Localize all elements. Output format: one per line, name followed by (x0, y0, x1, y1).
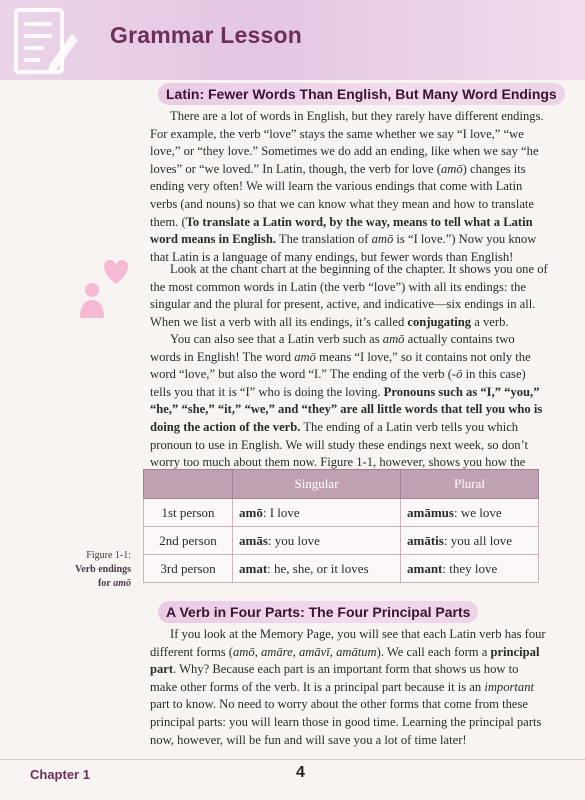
person-cell: 1st person (144, 499, 233, 527)
plural-cell: amāmus: we love (401, 499, 539, 527)
footer-chapter: Chapter 1 (30, 767, 90, 782)
verb-endings-table (143, 469, 539, 583)
person-cell: 3rd person (144, 555, 233, 583)
section-heading-endings: Latin: Fewer Words Than English, But Many Word Endings (158, 83, 565, 105)
table-header-cell: Plural (401, 470, 539, 499)
page-title: Grammar Lesson (110, 22, 302, 48)
person-cell: 2nd person (144, 527, 233, 555)
paragraph-endings: There are a lot of words in English, but they rarely have different endings. For example, the verb “love” stays the same whether we say “I love,” “we love,” or “they love.” Sometimes we do add an ending, like when we say “he loves” or “we loved.” In Latin, though, the verb for love (amō) changes its ending very often! We will learn the various endings that come with Latin verbs (and nouns) so that we can know what they mean and how to translate them. (To translate a Latin word, by the way, means to tell what a Latin word means in English. The translation of amō is “I love.”) Now you know that Latin is a language of many endings, but fewer words than English! (150, 109, 544, 264)
table-row (144, 527, 539, 555)
table-row (144, 555, 539, 583)
singular-cell: amās: you love (233, 527, 401, 555)
paragraph-chant-chart: Look at the chant chart at the beginning of the chapter. It shows you one of the most common words in Latin (the verb “love”) with all its endings: the singular and the plural for present, active, and indicative—six endings in all. When we list a verb with all its endings, it’s called conjugating a verb. (150, 262, 548, 329)
heart-person-icon (78, 256, 134, 322)
footer-divider (0, 759, 585, 760)
table-row (144, 499, 539, 527)
plural-cell: amātis: you all love (401, 527, 539, 555)
table-header-row (144, 470, 539, 499)
singular-cell: amō: I love (233, 499, 401, 527)
plural-cell: amant: they love (401, 555, 539, 583)
page-number: 4 (296, 764, 305, 781)
header-band (0, 0, 585, 80)
paragraph-principal-parts: If you look at the Memory Page, you will see that each Latin verb has four different forms (amō, amāre, amāvī, amātum). We call each form a principal part. Why? Because each part is an important form that shows us how to make other forms of the verb. It is a principal part because it is an important part to know. No need to worry about the other forms that come from these principal parts: you will learn those in good time. Learning the principal parts now, however, will be fun and will save you a lot of time later! (150, 627, 546, 747)
table-header-cell: Singular (233, 470, 401, 499)
figure-caption: Figure 1-1: Verb endings for amō (74, 550, 131, 589)
section-heading-principal-parts: A Verb in Four Parts: The Four Principal Parts (158, 601, 478, 623)
paragraph-pronouns: You can also see that a Latin verb such as amō actually contains two words in English! The word amō means “I love,” so it contains not only the word “love,” but also the word “I.” The ending of the verb (-ō in this case) tells you that it is “I” who is doing the loving. Pronouns such as “I,” “you,” “he,” “she,” “it,” “we,” and “they” are all little words that tell you who is doing the action of the verb. The ending of a Latin verb tells you which pronoun to use in English. We will study these endings next week, so don’t worry too much about them now. Figure 1-1, however, shows you how the (150, 332, 543, 470)
table-header-cell (144, 470, 233, 499)
document-pencil-icon (10, 4, 82, 80)
singular-cell: amat: he, she, or it loves (233, 555, 401, 583)
